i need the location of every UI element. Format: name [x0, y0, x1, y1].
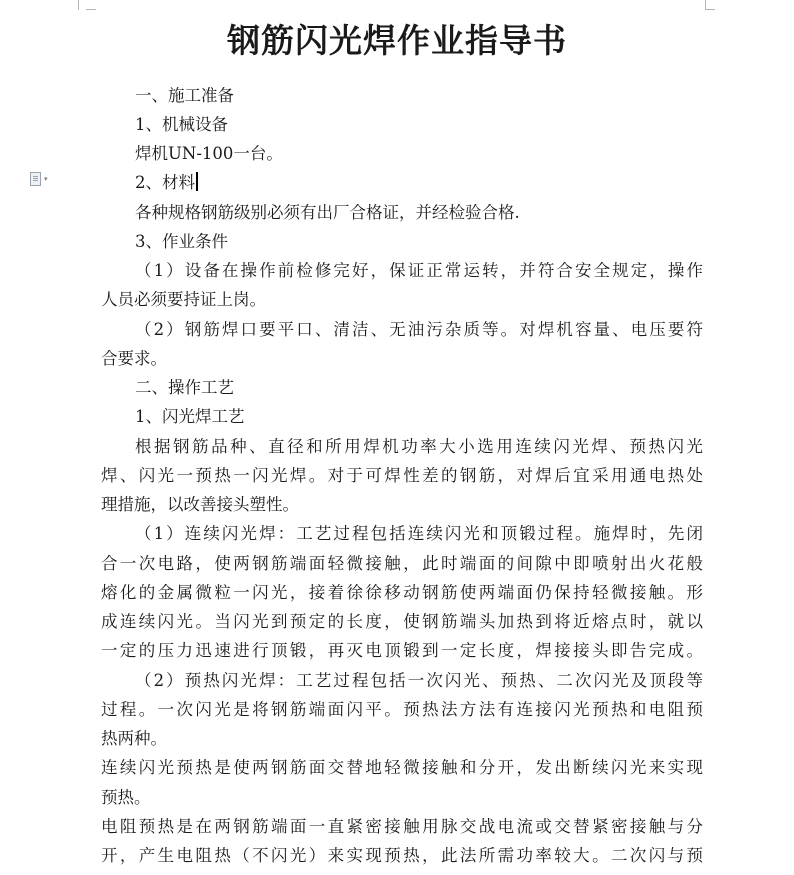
paragraph-line: 人员必须要持证上岗。	[101, 290, 266, 309]
paragraph-line: 成连续闪光。当闪光到预定的长度，使钢筋端头加热到将近熔点时，就以	[101, 612, 703, 631]
subsection-heading: 1、闪光焊工艺	[135, 407, 245, 426]
document-icon	[30, 172, 41, 186]
paragraph-line: 根据钢筋品种、直径和所用焊机功率大小选用连续闪光焊、预热闪光	[135, 437, 703, 456]
paragraph-line: （1）设备在操作前检修完好，保证正常运转，并符合安全规定，操作	[135, 261, 703, 280]
paragraph-line: 一定的压力迅速进行顶锻，再灭电顶锻到一定长度，焊接接头即告完成。	[101, 641, 703, 660]
subsection-heading[interactable]	[135, 168, 737, 198]
subsection-heading-text: 2、材料	[135, 173, 195, 192]
paragraph-line: 合一次电路，使两钢筋端面轻微接触，此时端面的间隙中即喷射出火花般	[101, 554, 703, 573]
paragraph-line: 焊、闪光一预热一闪光焊。对于可焊性差的钢筋，对焊后宜采用通电热处	[101, 466, 703, 485]
paragraph-line: 过程。一次闪光是将钢筋端面闪平。预热法方法有连接闪光预热和电阻预	[101, 700, 703, 719]
paragraph-options-button[interactable]	[30, 171, 62, 187]
subsection-heading: 3、作业条件	[135, 232, 228, 251]
paragraph-line: 合要求。	[101, 349, 167, 368]
paragraph-line: 连续闪光预热是使两钢筋面交替地轻微接触和分开，发出断续闪光来实现	[101, 758, 703, 777]
paragraph-line: 理措施，以改善接头塑性。	[101, 495, 299, 514]
paragraph-line: 各种规格钢筋级别必须有出厂合格证，并经检验合格.	[135, 203, 520, 222]
paragraph-line: 开，产生电阻热（不闪光）来实现预热，此法所需功率较大。二次闪与预	[101, 846, 703, 865]
margin-mark	[78, 0, 79, 10]
paragraph-line: 熔化的金属微粒一闪光，接着徐徐移动钢筋使两端面仍保持轻微接触。形	[101, 583, 703, 602]
dropdown-arrow-icon: ▾	[44, 175, 48, 183]
paragraph-line: 焊机UN-100一台。	[135, 144, 283, 163]
margin-mark	[705, 9, 715, 10]
margin-mark	[86, 9, 96, 10]
text-cursor	[196, 172, 198, 191]
paragraph-line: （2）钢筋焊口要平口、清洁、无油污杂质等。对焊机容量、电压要符	[135, 320, 703, 339]
paragraph-line: （2）预热闪光焊：工艺过程包括一次闪光、预热、二次闪光及顶段等	[135, 671, 703, 690]
paragraph-line: 热两种。	[101, 729, 167, 748]
paragraph-line: （1）连续闪光焊：工艺过程包括连续闪光和顶锻过程。施焊时，先闭	[135, 524, 703, 543]
subsection-heading: 1、机械设备	[135, 115, 228, 134]
paragraph-line: 电阻预热是在两钢筋端面一直紧密接触用脉交战电流或交替紧密接触与分	[101, 817, 703, 836]
section-heading: 一、施工准备	[135, 86, 234, 105]
paragraph-line: 预热。	[101, 788, 151, 807]
document-title: 钢筋闪光焊作业指导书	[227, 21, 567, 60]
section-heading: 二、操作工艺	[135, 378, 234, 397]
